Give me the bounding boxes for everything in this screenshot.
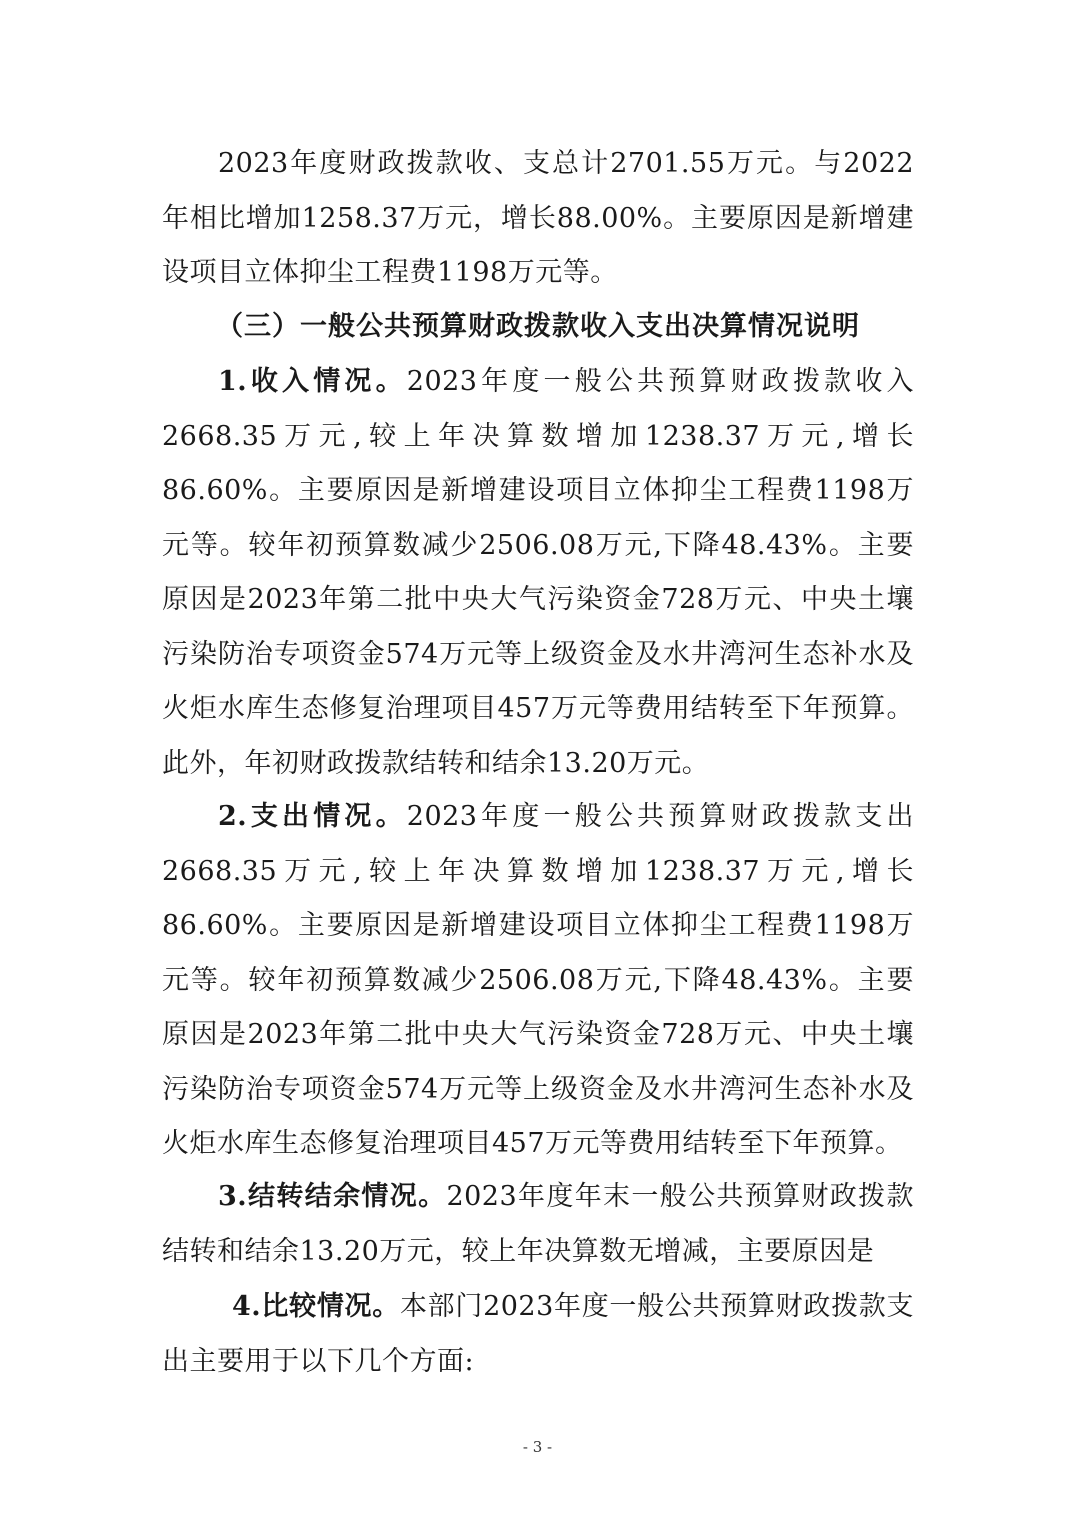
page-number: - 3 - xyxy=(522,1438,553,1456)
section-heading: （三）一般公共预算财政拨款收入支出决算情况说明 xyxy=(216,311,860,342)
paragraph-text: 2023年度一般公共预算财政拨款支出2668.35万元,较上年决算数增加1238.37万元,增长86.60%。主要原因是新增建设项目立体抑尘工程费1198万元等。较年初预算数减少2506.08万元,下降48.43%。主要原因是2023年第二批中央大气污染资金728万元、中央土壤污染防治专项资金574万元等上级资金及水井湾河生态补水及火炬水库生态修复治理项目457万元等费用结转至下年预算。 xyxy=(162,801,914,1159)
paragraph-lead: 2.支出情况。 xyxy=(218,801,407,832)
paragraph-text: 2023年度年末一般公共预算财政拨款结转和结余13.20万元，较上年决算数无增减，主要原因是 xyxy=(162,1181,914,1267)
paragraph-carryover xyxy=(162,1170,914,1279)
paragraph-text: 本部门2023年度一般公共预算财政拨款支出主要用于以下几个方面: xyxy=(162,1291,915,1377)
paragraph-lead: 1.收入情况。 xyxy=(218,366,407,397)
paragraph-lead: 3.结转结余情况。 xyxy=(218,1181,447,1212)
paragraph-text: 2023年度财政拨款收、支总计2701.55万元。与2022年相比增加1258.37万元，增长88.00%。主要原因是新增建设项目立体抑尘工程费1198万元等。 xyxy=(162,148,914,288)
paragraph-expenditure xyxy=(162,790,914,1172)
paragraph-comparison xyxy=(162,1280,914,1389)
paragraph-text: 2023年度一般公共预算财政拨款收入2668.35万元,较上年决算数增加1238.37万元,增长86.60%。主要原因是新增建设项目立体抑尘工程费1198万元等。较年初预算数减少2506.08万元,下降48.43%。主要原因是2023年第二批中央大气污染资金728万元、中央土壤污染防治专项资金574万元等上级资金及水井湾河生态补水及火炬水库生态修复治理项目457万元等费用结转至下年预算。此外，年初财政拨款结转和结余13.20万元。 xyxy=(162,366,914,779)
paragraph-income xyxy=(162,355,914,791)
paragraph-total-funding xyxy=(162,137,914,301)
paragraph-lead: 4.比较情况。 xyxy=(232,1291,400,1322)
